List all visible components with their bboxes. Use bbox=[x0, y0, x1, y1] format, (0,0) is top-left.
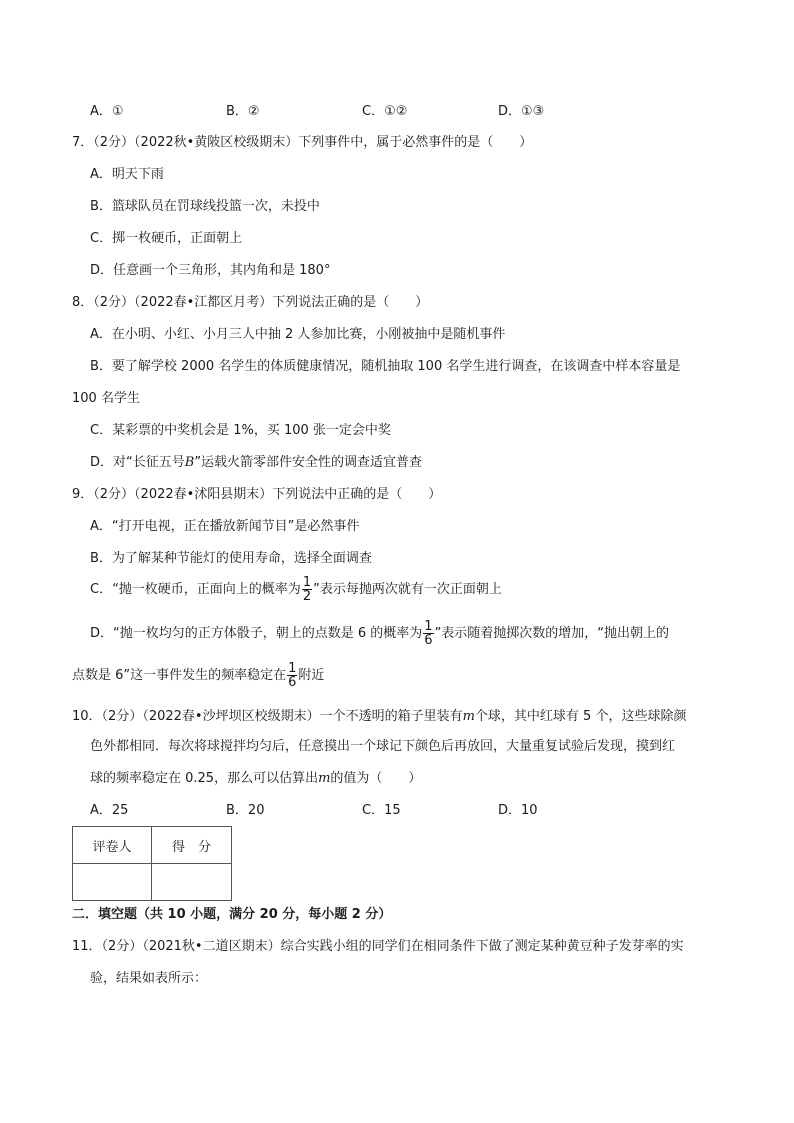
fraction-denominator: 6 bbox=[288, 675, 297, 690]
q9-option-a: A．“打开电视，正在播放新闻节目”是必然事件 bbox=[90, 519, 360, 534]
score-table-score-cell bbox=[152, 864, 232, 901]
q8-option-b-line2: 100 名学生 bbox=[72, 391, 140, 406]
q9-option-b: B．为了解某种节能灯的使用寿命，选择全面调查 bbox=[90, 551, 372, 566]
q10-option-b: B．20 bbox=[226, 803, 265, 818]
q8-stem: 8．（2分）（2022春•江都区月考）下列说法正确的是（ ） bbox=[72, 295, 429, 310]
q8-option-a: A．在小明、小红、小月三人中抽 2 人参加比赛，小刚被抽中是随机事件 bbox=[90, 327, 506, 342]
q10-option-d: D．10 bbox=[498, 803, 538, 818]
q9-stem: 9．（2分）（2022春•沭阳县期末）下列说法中正确的是（ ） bbox=[72, 487, 442, 502]
q8-option-b-line1: B．要了解学校 2000 名学生的体质健康情况，随机抽取 100 名学生进行调查，在该调查中样本容量是 bbox=[90, 359, 681, 374]
q10-line1-variable: m bbox=[462, 709, 475, 724]
q10-stem-line2: 色外都相同．每次将球搅拌均匀后，任意摸出一个球记下颜色后再放回，大量重复试验后发现，摸到红 bbox=[90, 739, 676, 754]
fraction-numerator: 1 bbox=[302, 575, 312, 590]
q9-option-d2-post: 附近 bbox=[298, 668, 325, 683]
q9-option-d2-pre: 点数是 6”这一事件发生的频率稳定在 bbox=[72, 668, 287, 683]
q9-option-d-post: ”表示随着抛掷次数的增加，“抛出朝上的 bbox=[434, 626, 670, 641]
q6-option-b: B．② bbox=[226, 104, 260, 119]
q9-option-d-line2 bbox=[72, 662, 324, 690]
q9-option-d-pre: D．“抛一枚均匀的正方体骰子，朝上的点数是 6 的概率为 bbox=[90, 626, 423, 641]
score-table-grader-header: 评卷人 bbox=[73, 827, 152, 864]
section-heading: 二．填空题（共 10 小题，满分 20 分，每小题 2 分） bbox=[72, 907, 392, 922]
q10-line3-variable: m bbox=[318, 771, 331, 786]
q9-option-c-fraction bbox=[302, 576, 312, 603]
q10-line1-pre: 10．（2分）（2022春•沙坪坝区校级期末）一个不透明的箱子里装有 bbox=[72, 709, 463, 724]
score-table-score-header: 得 分 bbox=[152, 827, 232, 864]
q10-option-c: C．15 bbox=[362, 803, 401, 818]
q6-option-c: C．①② bbox=[362, 104, 408, 119]
q9-option-d-fraction bbox=[423, 620, 433, 647]
q8-option-d-post: ”运载火箭零部件安全性的调查适宜普查 bbox=[194, 455, 423, 470]
q9-option-d2-fraction bbox=[287, 662, 297, 689]
q6-option-d: D．①③ bbox=[498, 104, 545, 119]
fraction-denominator: 2 bbox=[302, 589, 312, 604]
q8-option-d-pre: D．对“长征五号 bbox=[90, 455, 185, 470]
q10-options bbox=[90, 802, 634, 820]
q10-stem-line3 bbox=[90, 770, 421, 788]
q6-options bbox=[90, 103, 634, 121]
q10-line3-post: 的值为（ ） bbox=[330, 771, 422, 786]
q11-stem-line2: 验，结果如表所示： bbox=[90, 971, 208, 986]
q9-option-c-pre: C．“抛一枚硬币，正面向上的概率为 bbox=[90, 582, 301, 597]
fraction-numerator: 1 bbox=[424, 619, 433, 634]
q7-option-c: C．掷一枚硬币，正面朝上 bbox=[90, 231, 243, 246]
score-table-entry-row bbox=[73, 864, 232, 901]
q7-option-d: D．任意画一个三角形，其内角和是 180° bbox=[90, 263, 331, 278]
q8-option-d bbox=[90, 454, 422, 472]
q10-line1-post: 个球，其中红球有 5 个，这些球除颜 bbox=[474, 709, 687, 724]
fraction-numerator: 1 bbox=[288, 661, 297, 676]
score-table-grader-cell bbox=[73, 864, 152, 901]
q7-option-b: B．篮球队员在罚球线投篮一次，未投中 bbox=[90, 199, 320, 214]
q7-stem: 7．（2分）（2022秋•黄陂区校级期末）下列事件中，属于必然事件的是（ ） bbox=[72, 135, 533, 150]
q10-line3-pre: 球的频率稳定在 0.25，那么可以估算出 bbox=[90, 771, 319, 786]
q10-option-a: A．25 bbox=[90, 803, 129, 818]
score-table-header-row bbox=[73, 827, 232, 864]
q11-stem-line1: 11．（2分）（2021秋•二道区期末）综合实践小组的同学们在相同条件下做了测定某种黄豆种子发芽率的实 bbox=[72, 939, 684, 954]
q9-option-c bbox=[90, 576, 502, 604]
score-table bbox=[72, 826, 232, 901]
q8-option-d-variable: B bbox=[184, 455, 195, 470]
q9-option-c-post: ”表示每抛两次就有一次正面朝上 bbox=[313, 582, 502, 597]
q10-stem-line1 bbox=[72, 708, 686, 726]
q8-option-c: C．某彩票的中奖机会是 1%，买 100 张一定会中奖 bbox=[90, 423, 391, 438]
q7-option-a: A．明天下雨 bbox=[90, 167, 164, 182]
q6-option-a: A．① bbox=[90, 104, 124, 119]
fraction-denominator: 6 bbox=[424, 633, 433, 648]
q9-option-d-line1 bbox=[90, 620, 669, 648]
